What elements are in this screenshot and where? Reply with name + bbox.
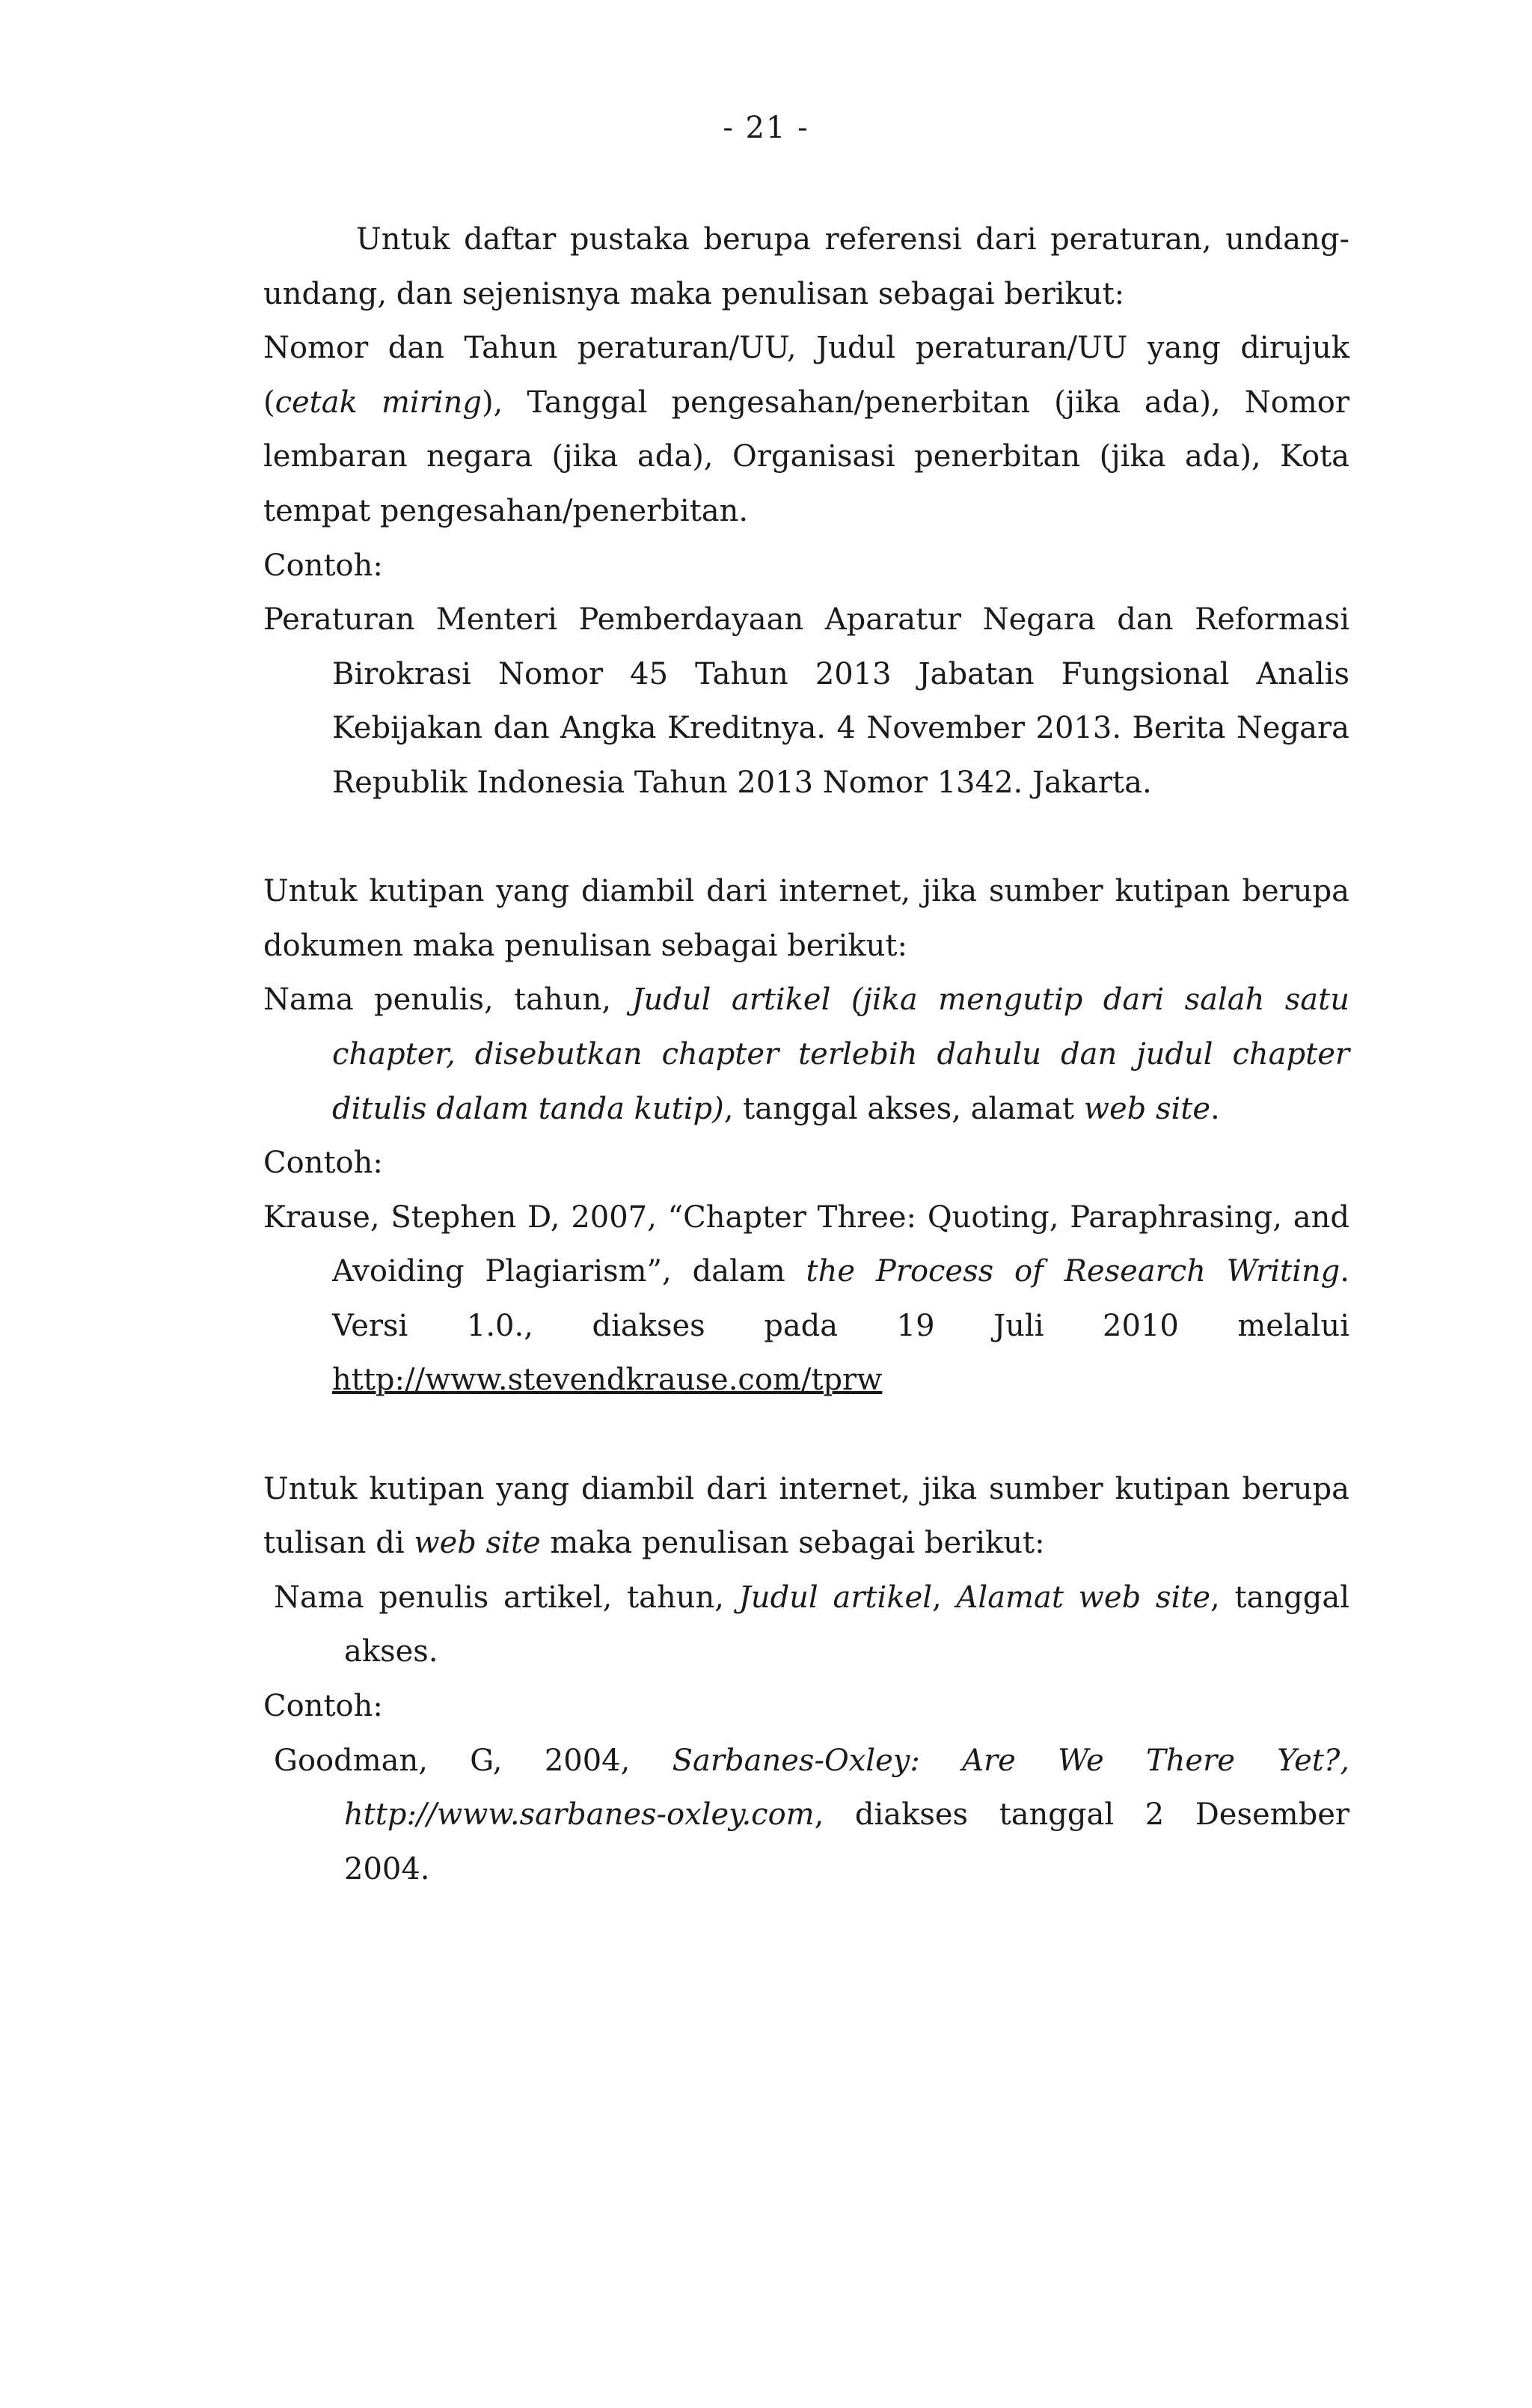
document-intro: Untuk kutipan yang diambil dari internet, jika sumber kutipan berupa dokumen maka penulisan sebagai berikut: [263,874,1349,963]
website-format-text-1: Nama penulis artikel, tahun, [274,1580,739,1615]
regulation-intro: Untuk daftar pustaka berupa referensi dari peraturan, undang-undang, dan sejenisnya maka penulisan sebagai berikut: [263,222,1349,311]
section-gap [263,1408,1349,1462]
website-intro-text-2: maka penulisan sebagai berikut: [540,1526,1045,1561]
website-example-label: Contoh: [263,1689,383,1724]
website-example-text-1: Goodman, G, 2004, [274,1743,672,1778]
website-intro-text-1: Untuk kutipan yang diambil dari internet, jika sumber kutipan berupa tulisan di [263,1471,1349,1561]
regulation-format-text-2: ), Tanggal pengesahan/penerbitan (jika ada), Nomor lembaran negara (jika ada), Organisasi penerbitan (jika ada), Kota tempat pengesahan/penerbitan. [263,385,1349,528]
document-example [263,1191,1349,1408]
website-example [263,1734,1349,1897]
regulation-format-italic: cetak miring [275,385,482,420]
document-example-label: Contoh: [263,1146,383,1181]
document-example-url-link[interactable]: http://www.stevendkrause.com/tprw [332,1363,883,1398]
document-format-text-1: Nama penulis, tahun, [263,983,632,1018]
document-format-text-2: , tanggal akses, alamat [723,1091,1084,1126]
website-intro-italic: web site [414,1526,541,1561]
section-gap [263,810,1349,865]
website-format-italic-2: Alamat web site [956,1580,1210,1615]
document-example-text-1: Krause, Stephen D, 2007, “Chapter Three: Quoting, Paraphrasing, and Avoiding Plagiarism”, dalam [263,1200,1349,1289]
page-number: - 21 - [723,111,809,145]
regulation-format [263,321,1349,538]
website-format [263,1571,1349,1679]
document-example-italic: the Process of Research Writing [806,1254,1340,1289]
website-format-italic-1: Judul artikel [738,1580,933,1615]
regulation-example: Peraturan Menteri Pemberdayaan Aparatur Negara dan Reformasi Birokrasi Nomor 45 Tahun 2013 Jabatan Fungsional Analis Kebijakan dan Angka Kreditnya. 4 November 2013. Berita Negara Republik Indonesia Tahun 2013 Nomor 1342. Jakarta. [263,602,1349,800]
page-body [263,213,1349,1896]
website-example-text-2: , diakses tanggal 2 Desember 2004. [344,1797,1349,1886]
document-format [263,973,1349,1136]
regulation-format-text-1: Nomor dan Tahun peraturan/UU, Judul peraturan/UU yang dirujuk ( [263,331,1349,420]
regulation-example-label: Contoh: [263,548,383,583]
document-format-text-3: . [1210,1091,1220,1126]
website-format-text-3: , tanggal akses. [344,1580,1350,1669]
website-example-italic: Sarbanes-Oxley: Are We There Yet?, http://www.sarbanes-oxley.com [344,1743,1350,1833]
document-format-italic-2: web site [1083,1091,1211,1126]
document-format-italic-1: Judul artikel (jika mengutip dari salah satu chapter, disebutkan chapter terlebih dahulu dan judul chapter ditulis dalam tanda kutip) [332,983,1349,1126]
document-example-text-2: . Versi 1.0., diakses pada 19 Juli 2010 melalui [332,1254,1349,1343]
website-intro [263,1462,1349,1571]
website-format-text-2: , [932,1580,957,1615]
